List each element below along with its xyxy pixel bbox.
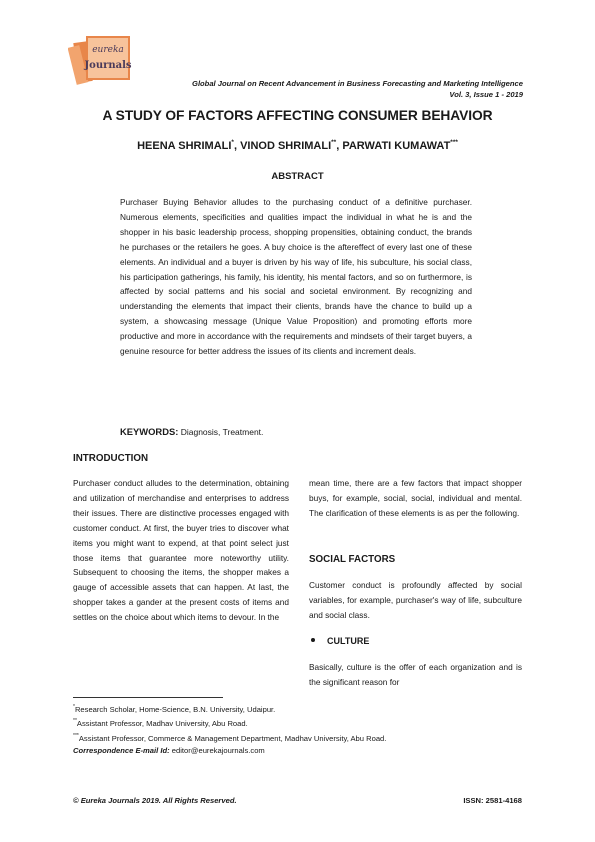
culture-body [309, 660, 522, 690]
author-separator: , [336, 140, 343, 152]
right-column [309, 476, 522, 521]
keywords-text: Diagnosis, Treatment. [180, 427, 264, 437]
footnote-text: Assistant Professor, Commerce & Management Department, Madhav University, Abu Road. [78, 734, 387, 743]
author-name: VINOD SHRIMALI [240, 140, 332, 152]
abstract-text: Purchaser Buying Behavior alludes to the purchasing conduct of a definitive purchaser. Numerous elements, specificities and qualities impact the individual in what he is and the shopper in his basic leadership process, shopping propensities, obtaining conduct, the brands he purchases or the retailers he goes. A buy choice is the aftereffect of every last one of these elements. An individual and a buyer is driven by his way of life, his subculture, his social class, his participation gatherings, his family, his identity, his mental factors, and so on furthermore, is affected by social patterns and his social and societal environment. By recognizing and understanding the elements that impact their clients, brands have the chance to build up a system, a showcasing message (Unique Value Proposition) and promoting efforts more productive and more in accordance with the requirements and mindsets of their target buyers, a genuine resource for better address the issues of its clients and increment deals. [120, 197, 472, 357]
journal-name: Global Journal on Recent Advancement in Business Forecasting and Marketing Intelligence [192, 79, 523, 88]
social-factors-heading: SOCIAL FACTORS [309, 554, 396, 565]
footnote-text: Assistant Professor, Madhav University, Abu Road. [76, 719, 248, 728]
culture-paragraph: Basically, culture is the offer of each organization and is the significant reason for [309, 662, 522, 687]
correspondence [73, 746, 265, 756]
social-factors-body [309, 578, 522, 623]
culture-heading-label: CULTURE [327, 636, 370, 646]
footnote-mark: * [73, 704, 75, 710]
footnote-mark: *** [73, 733, 79, 739]
author-separator: , [233, 140, 241, 152]
social-factors-paragraph: Customer conduct is profoundly affected by social variables, for example, purchaser's way of life, subculture and social class. [309, 580, 522, 620]
correspondence-email[interactable]: editor@eurekajournals.com [171, 746, 265, 755]
svg-text:Journals: Journals [84, 60, 132, 71]
keywords-label: KEYWORDS: [120, 426, 179, 437]
paper-title: A STUDY OF FACTORS AFFECTING CONSUMER BEHAVIOR [102, 108, 493, 123]
author-mark: *** [450, 139, 458, 146]
introduction-body [73, 476, 289, 625]
footnote [73, 702, 275, 715]
journal-header [103, 79, 523, 100]
correspondence-label: Correspondence E-mail Id: [73, 746, 170, 755]
continuation-paragraph: mean time, there are a few factors that impact shopper buys, for example, social, social, individual and mental. The clarification of these elements is as per the following. [309, 478, 522, 518]
abstract-heading: ABSTRACT [271, 171, 324, 182]
bullet-icon [311, 638, 315, 642]
footnote-text: Research Scholar, Home-Science, B.N. University, Udaipur. [74, 705, 276, 714]
keywords [120, 426, 263, 437]
footnote-divider [73, 697, 223, 698]
introduction-heading: INTRODUCTION [73, 453, 149, 464]
author-list [0, 139, 595, 152]
footer-copyright: © Eureka Journals 2019. All Rights Reserved. [73, 796, 237, 805]
footnote [73, 731, 386, 744]
footnote-mark: ** [73, 718, 77, 724]
author-mark: ** [331, 139, 337, 146]
footnote [73, 716, 248, 729]
svg-text:eureka: eureka [92, 45, 124, 55]
author-mark: * [231, 139, 234, 146]
author-name: PARWATI KUMAWAT [342, 140, 451, 152]
journal-volume: Vol. 3, Issue 1 - 2019 [449, 89, 523, 99]
footer-issn: ISSN: 2581-4168 [463, 796, 522, 805]
culture-heading [311, 636, 369, 646]
introduction-paragraph: Purchaser conduct alludes to the determination, obtaining and utilization of merchandise and enterprises to address their issues. There are distinctive processes engaged with customer conduct. At first, the buyer tries to discover what items you might want to expend, at that point select just those items that guarantee more noteworthy utility. Subsequent to choosing the items, the shopper makes a gauge of accessible assets that can happen. At last, the shopper takes a gander at the present costs of items and settles on the choice about which items to devour. In the [73, 478, 289, 623]
author-name: HEENA SHRIMALI [137, 140, 232, 152]
